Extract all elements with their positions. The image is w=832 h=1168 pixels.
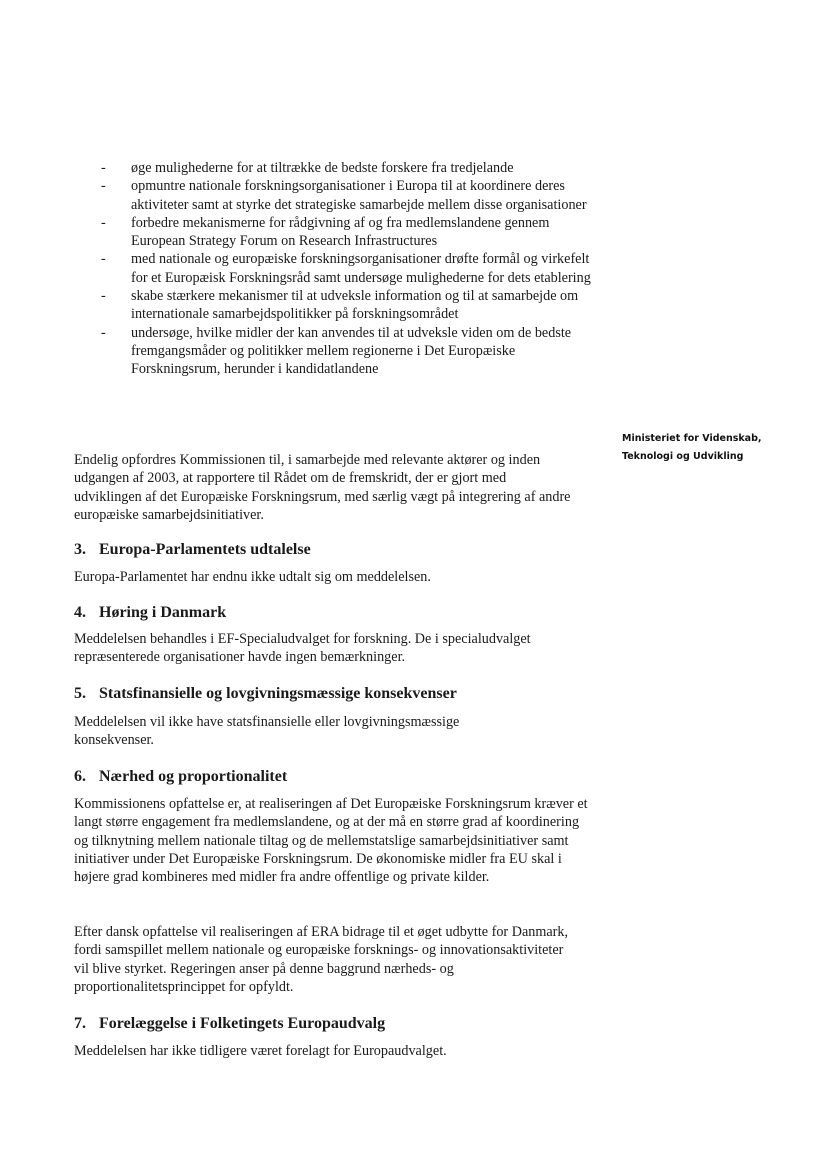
bullet-text: opmuntre nationale forskningsorganisationer i Europa til at koordinere deres aktiviteter samt at styrke det strategiske samarbejde mellem disse organisationer xyxy=(131,178,587,213)
bullet-text: øge mulighederne for at tiltrække de bedste forskere fra tredjelande xyxy=(131,160,514,176)
ministry-name-line2: Teknologi og Udvikling xyxy=(622,451,744,462)
bullet-item xyxy=(95,324,605,379)
section-heading-4 xyxy=(74,603,226,623)
ministry-sidebar-note xyxy=(622,430,812,466)
bullet-text: med nationale og europæiske forskningsorganisationer drøfte formål og virkefelt for et Europæisk Forskningsråd samt undersøge mulighederne for dets etablering xyxy=(131,251,591,286)
bullet-item xyxy=(95,214,605,251)
bullet-marker: - xyxy=(101,251,106,268)
action-bullet-list xyxy=(95,159,605,379)
section-number: 7. xyxy=(74,1015,86,1032)
bullet-marker: - xyxy=(101,324,106,341)
bullet-marker: - xyxy=(101,288,106,305)
section-number: 3. xyxy=(74,541,86,558)
bullet-marker: - xyxy=(101,160,106,176)
section-title: Statsfinansielle og lovgivningsmæssige konsekvenser xyxy=(99,685,457,702)
section-heading-6 xyxy=(74,767,287,787)
section-4-paragraph: Meddelelsen behandles i EF-Specialudvalget for forskning. De i specialudvalget repræsenterede organisationer havde ingen bemærkninger. xyxy=(74,631,531,666)
ministry-name-line1: Ministeriet for Videnskab, xyxy=(622,433,762,444)
section-number: 4. xyxy=(74,604,86,621)
section-7-paragraph: Meddelelsen har ikke tidligere været forelagt for Europaudvalget. xyxy=(74,1043,447,1059)
section-6-paragraph-1: Kommissionens opfattelse er, at realiseringen af Det Europæiske Forskningsrum kræver et langt større engagement fra medlemslandene, og at der må en større grad af koordinering og tilknytning mellem nationale tiltag og de mellemstatslige samarbejdsinitiativer samt initiativer under Det Europæiske Forskningsrum. De økonomiske midler fra EU skal i højere grad kombineres med midler fra andre offentlige og private kilder. xyxy=(74,796,588,886)
section-number: 5. xyxy=(74,685,86,702)
section-number: 6. xyxy=(74,768,86,785)
section-title: Nærhed og proportionalitet xyxy=(99,768,288,785)
bullet-text: forbedre mekanismerne for rådgivning af og fra medlemslandene gennem European Strategy Forum on Research Infrastructures xyxy=(131,214,550,250)
bullet-item xyxy=(95,287,605,324)
section-title: Europa-Parlamentets udtalelse xyxy=(99,541,311,558)
section-heading-5 xyxy=(74,684,457,704)
section-3-paragraph: Europa-Parlamentet har endnu ikke udtalt sig om meddelelsen. xyxy=(74,569,431,585)
section-5-paragraph: Meddelelsen vil ikke have statsfinansielle eller lovgivningsmæssige konsekvenser. xyxy=(74,714,460,749)
bullet-marker: - xyxy=(101,178,106,195)
section-heading-3 xyxy=(74,540,311,560)
bullet-item xyxy=(95,159,605,177)
bullet-text: undersøge, hvilke midler der kan anvendes til at udveksle viden om de bedste fremgangsmåder og politikker mellem regionerne i Det Europæiske Forskningsrum, herunder i kandidatlandene xyxy=(131,324,572,378)
section-title: Forelæggelse i Folketingets Europaudvalg xyxy=(99,1015,386,1032)
bullet-item xyxy=(95,250,605,287)
bullet-item xyxy=(95,177,605,214)
bullet-marker: - xyxy=(101,214,106,231)
intro-paragraph: Endelig opfordres Kommissionen til, i samarbejde med relevante aktører og inden udgangen af 2003, at rapportere til Rådet om de fremskridt, der er gjort med udviklingen af det Europæiske Forskningsrum, med særlig vægt på integrering af andre europæiske samarbejdsinitiativer. xyxy=(74,452,571,523)
bullet-text: skabe stærkere mekanismer til at udveksle information og til at samarbejde om internationale samarbejdspolitikker på forskningsområdet xyxy=(131,288,579,323)
section-title: Høring i Danmark xyxy=(99,604,227,621)
section-heading-7 xyxy=(74,1014,385,1034)
section-6-paragraph-2: Efter dansk opfattelse vil realiseringen af ERA bidrage til et øget udbytte for Danmark, fordi samspillet mellem nationale og europæiske forsknings- og innovationsaktiviteter vil blive styrket. Regeringen anser på denne baggrund nærheds- og proportionalitetsprincippet for opfyldt. xyxy=(74,924,569,995)
